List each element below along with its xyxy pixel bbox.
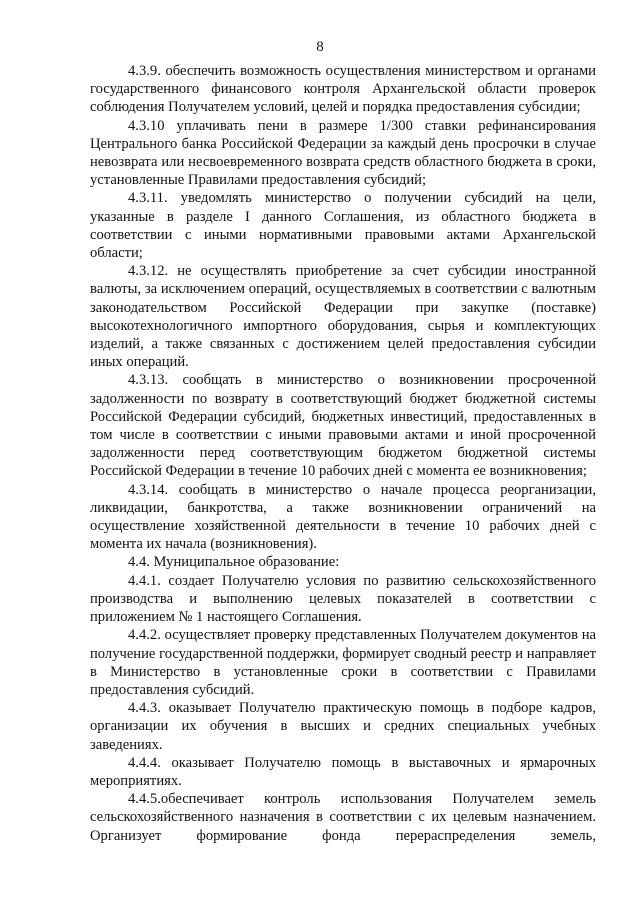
clause-4-4-2: 4.4.2. осуществляет проверку представленных Получателем документов на получение государственной поддержки, формирует сводный реестр и направляет в Министерство в установленные сроки в соответствии с Правилами предоставления субсидий. — [90, 627, 596, 698]
clause-4-4-1: 4.4.1. создает Получателю условия по развитию сельскохозяйственного производства и выполнению целевых показателей в соответствии с приложением № 1 настоящего Соглашения. — [90, 572, 596, 626]
clause-4-4-heading: 4.4. Муниципальное образование: — [128, 554, 340, 571]
clause-4-4-4: 4.4.4. оказывает Получателю помощь в выставочных и ярмарочных мероприятиях. — [90, 754, 596, 789]
clause-4-3-11: 4.3.11. уведомлять министерство о получении субсидий на цели, указанные в разделе I данного Соглашения, из областного бюджета в соответствии с иными нормативными правовыми актами Архангельской области; — [90, 190, 596, 262]
clause-4-4-3: 4.4.3. оказывает Получателю практическую помощь в подборе кадров, организации их обучения в высших и средних специальных учебных заведениях. — [90, 700, 596, 753]
clause-4-3-14: 4.3.14. сообщать в министерство о начале процесса реорганизации, ликвидации, банкротства, а также возникновении ограничений на осуществление хозяйственной деятельности в течение 10 рабочих дней с момента их начала (возникновения). — [90, 481, 596, 553]
clause-4-3-10: 4.3.10 уплачивать пени в размере 1/300 ставки рефинансирования Центрального банка Российской Федерации за каждый день просрочки в случае невозврата или несвоевременного возврата средств областного бюджета в сроки, установленные Правилами предоставления субсидий; — [90, 117, 596, 189]
document-body — [90, 62, 596, 845]
page-number: 8 — [316, 39, 324, 55]
clause-4-3-12: 4.3.12. не осуществлять приобретение за счет субсидии иностранной валюты, за исключением операций, осуществляемых в соответствии с валютным законодательством Российской Федерации при закупке (поставке) высокотехнологичного импортного оборудования, сырья и комплектующих изделий, а также связанных с достижением целей предоставления субсидии иных операций. — [90, 263, 596, 371]
clause-4-3-13: 4.3.13. сообщать в министерство о возникновении просроченной задолженности по возврату в соответствующий бюджет бюджетной системы Российской Федерации субсидий, бюджетных инвестиций, предоставленных в том числе в соответствии с иными правовыми актами и иной просроченной задолженности перед соответствующим бюджетом бюджетной системы Российской Федерации в течение 10 рабочих дней с момента ее возникновения; — [90, 372, 596, 480]
clause-4-3-9: 4.3.9. обеспечить возможность осуществления министерством и органами государственного финансового контроля Архангельской области проверок соблюдения Получателем условий, целей и порядка предоставления субсидии; — [90, 63, 596, 116]
clause-4-4-5: 4.4.5.обеспечивает контроль использования Получателем земель сельскохозяйственного назначения в соответствии с их целевым назначением. Организует формирование фонда перераспределения земель, — [90, 791, 596, 844]
